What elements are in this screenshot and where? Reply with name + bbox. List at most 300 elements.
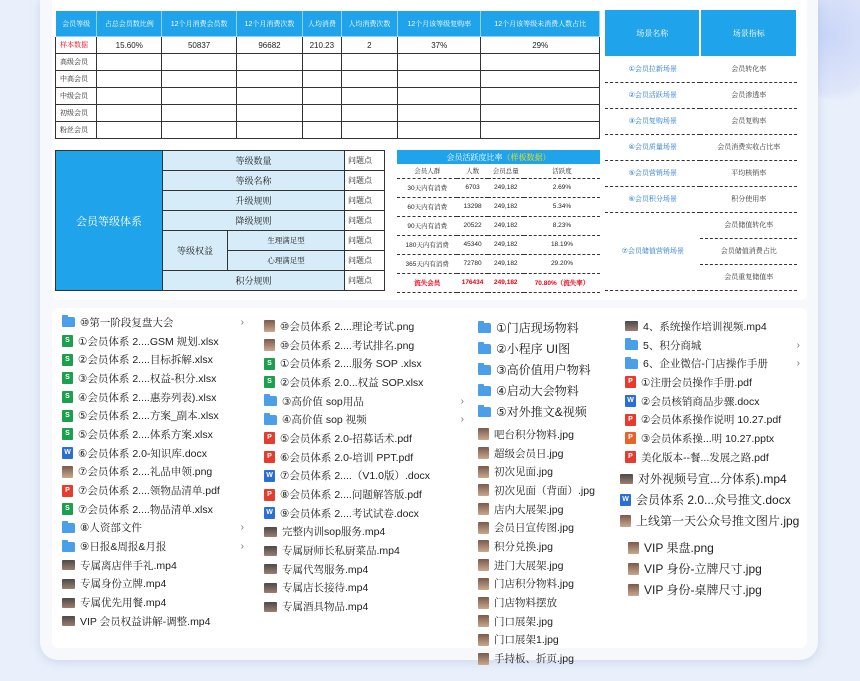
file-name: ⑨日报&周报&月报 (80, 541, 167, 554)
question-cell: 问题点 (345, 251, 385, 271)
stats-cell (302, 71, 341, 88)
file-item[interactable] (264, 410, 464, 429)
chevron-right-icon: › (460, 414, 464, 426)
file-name: ②会员体系 2.0...权益 SOP.xlsx (280, 376, 424, 389)
stats-row (56, 54, 600, 71)
file-item[interactable] (62, 444, 244, 463)
file-item[interactable] (62, 556, 244, 575)
lost-cell: 70.80%（流失率） (524, 273, 600, 292)
image-file-icon (478, 503, 489, 515)
video-file-icon (620, 474, 633, 484)
file-name: 完整内训sop服务.mp4 (282, 526, 386, 539)
excel-file-icon: S (62, 372, 73, 384)
file-item[interactable] (620, 510, 805, 531)
excel-file-icon: S (62, 428, 73, 440)
activity-row (397, 178, 600, 197)
file-item[interactable] (264, 597, 464, 616)
file-item[interactable] (264, 448, 464, 467)
image-file-icon (478, 484, 489, 496)
file-name: ⑤会员体系 2.0-招募话术.pdf (280, 432, 412, 445)
file-item[interactable] (264, 560, 464, 579)
activity-header: 会员人群 (397, 164, 457, 178)
file-item[interactable] (478, 462, 628, 481)
stats-cell: 15.60% (97, 37, 162, 54)
file-item[interactable] (62, 481, 244, 500)
stats-header-7: 12个月该等级未消费人数占比 (481, 11, 600, 37)
stats-cell: 50837 (162, 37, 237, 54)
image-file-icon (264, 339, 275, 351)
activity-cell: 249,182 (488, 254, 524, 273)
excel-file-icon: S (62, 335, 73, 347)
file-item[interactable] (625, 410, 800, 429)
file-item[interactable] (625, 373, 800, 392)
stats-cell (397, 88, 480, 105)
file-item[interactable] (62, 425, 244, 444)
word-file-icon: W (264, 507, 275, 519)
file-name: ⑥会员体系 2.0-培训 PPT.pdf (280, 451, 414, 464)
image-file-icon (620, 515, 631, 527)
image-file-icon (628, 542, 639, 554)
file-item[interactable] (478, 317, 628, 338)
file-name: ②会员体系 2....目标拆解.xlsx (78, 354, 213, 367)
stats-cell (341, 122, 397, 139)
file-name: ⑦会员体系 2....领物品清单.pdf (78, 485, 220, 498)
activity-cell: 72780 (457, 254, 487, 273)
file-item[interactable] (478, 631, 628, 650)
file-name: VIP 身份-桌牌尺寸.jpg (644, 583, 762, 597)
chevron-right-icon: › (796, 358, 800, 370)
scene-name: ①会员拉新场景 (605, 56, 700, 82)
file-item[interactable] (62, 369, 244, 388)
activity-cell: 5.34% (524, 197, 600, 216)
chevron-right-icon: › (460, 395, 464, 407)
file-item[interactable] (478, 425, 628, 444)
file-name: ⑦会员体系 2....（V1.0版）.docx (280, 470, 431, 483)
folder-icon (62, 317, 75, 327)
file-column-1 (62, 313, 244, 631)
file-item[interactable] (62, 350, 244, 369)
file-item[interactable] (625, 392, 800, 411)
scene-row (605, 212, 797, 238)
stats-cell (481, 88, 600, 105)
stats-cell (481, 105, 600, 122)
stats-header-4: 人均消费 (302, 11, 341, 37)
video-file-icon (625, 321, 638, 331)
activity-cell: 249,182 (488, 235, 524, 254)
file-item[interactable] (62, 593, 244, 612)
image-file-icon (478, 653, 489, 665)
file-name: ⑧人资部文件 (80, 522, 142, 535)
member-level-stats-table (55, 10, 600, 139)
stats-cell: 样本数据 (56, 37, 97, 54)
scene-name: ⑥会员积分场景 (605, 186, 700, 212)
file-name: ③会员体系操...明 10.27.pptx (641, 432, 775, 445)
file-item[interactable] (478, 500, 628, 519)
stats-row (56, 88, 600, 105)
folder-icon (264, 415, 277, 425)
file-name: ⑨会员体系 2....考试试卷.docx (280, 507, 419, 520)
excel-file-icon: S (62, 410, 73, 422)
file-column-4-vip (628, 537, 798, 600)
file-name: ②小程序 UI图 (496, 342, 571, 356)
points-rule-cell: 积分规则 (163, 271, 345, 291)
file-name: 超级会员日.jpg (494, 447, 564, 460)
activity-header: 人数 (457, 164, 487, 178)
file-item[interactable] (478, 444, 628, 463)
file-item[interactable] (625, 336, 800, 355)
stats-cell (236, 105, 302, 122)
file-item[interactable] (628, 558, 798, 579)
file-item[interactable] (625, 429, 800, 448)
stats-cell (97, 54, 162, 71)
lost-members-row (397, 273, 600, 292)
lost-cell: 249,182 (488, 273, 524, 292)
folder-icon (625, 359, 638, 369)
file-column-4 (625, 317, 800, 467)
file-item[interactable] (625, 317, 800, 336)
excel-file-icon: S (264, 376, 275, 388)
scene-metrics-table (605, 10, 798, 291)
video-file-icon (62, 616, 75, 626)
file-name: 会员体系 2.0...众号推文.docx (636, 493, 791, 507)
activity-cell: 180天内有消费 (397, 235, 457, 254)
file-column-3-images (478, 425, 628, 668)
stats-cell: 粉丝会员 (56, 122, 97, 139)
file-name: 专属身份立牌.mp4 (80, 578, 167, 591)
file-name: ①会员体系 2....GSM 规划.xlsx (78, 335, 219, 348)
stats-cell: 2 (341, 37, 397, 54)
activity-cell: 60天内有消费 (397, 197, 457, 216)
physical-rights-cell: 生理满足型 (228, 231, 345, 251)
pdf-file-icon: P (625, 451, 636, 463)
scene-metric: 会员储值消费占比 (700, 238, 797, 264)
excel-file-icon: S (62, 391, 73, 403)
question-cell: 问题点 (345, 191, 385, 211)
file-item[interactable] (62, 388, 244, 407)
scene-metric: 会员重复储值率 (700, 264, 797, 290)
upgrade-rule-cell: 升级规则 (163, 191, 345, 211)
file-name: ⑤会员体系 2....方案_副本.xlsx (78, 410, 219, 423)
video-file-icon (62, 560, 75, 570)
folder-icon (62, 542, 75, 552)
chevron-right-icon: › (796, 339, 800, 351)
scene-metric: 会员消费实收占比率 (700, 134, 797, 160)
folder-icon (478, 407, 491, 417)
folder-icon (62, 523, 75, 533)
file-item[interactable] (478, 481, 628, 500)
file-item[interactable] (628, 537, 798, 558)
video-file-icon (264, 527, 277, 537)
stats-cell: 29% (481, 37, 600, 54)
image-file-icon (478, 578, 489, 590)
file-column-3-folders (478, 317, 628, 422)
stats-cell (481, 54, 600, 71)
file-name: 专属离店伴手礼.mp4 (80, 559, 177, 572)
stats-cell (162, 122, 237, 139)
activity-header: 会员总量 (488, 164, 524, 178)
file-item[interactable] (62, 313, 244, 332)
lost-cell: 流失会员 (397, 273, 457, 292)
downgrade-rule-cell: 降级规则 (163, 211, 345, 231)
pdf-file-icon: P (264, 432, 275, 444)
file-name: 手持板、折页.jpg (494, 653, 574, 666)
file-item[interactable] (478, 380, 628, 401)
file-item[interactable] (264, 317, 464, 336)
file-name: VIP 会员权益讲解-调整.mp4 (80, 615, 211, 628)
level-system-title: 会员等级体系 (56, 151, 163, 291)
activity-cell: 249,182 (488, 216, 524, 235)
file-name: ⑩第一阶段复盘大会 (80, 316, 174, 329)
file-item[interactable] (264, 579, 464, 598)
file-item[interactable] (478, 612, 628, 631)
file-item[interactable] (478, 649, 628, 668)
image-file-icon (264, 320, 275, 332)
file-name: 初次见面（背面）.jpg (494, 484, 595, 497)
stats-cell (341, 54, 397, 71)
image-file-icon (478, 522, 489, 534)
stats-cell (236, 71, 302, 88)
scene-metric: 积分使用率 (700, 186, 797, 212)
file-name: ⑦会员体系 2....物品清单.xlsx (78, 503, 213, 516)
file-name: ③高价值用户物料 (496, 363, 591, 377)
scene-name-header: 场景名称 (605, 10, 700, 56)
file-item[interactable] (62, 537, 244, 556)
image-file-icon (478, 466, 489, 478)
file-name: ①注册会员操作手册.pdf (641, 376, 752, 389)
file-item[interactable] (62, 500, 244, 519)
stats-cell: 中高会员 (56, 71, 97, 88)
activity-cell: 249,182 (488, 197, 524, 216)
file-item[interactable] (625, 448, 800, 467)
stats-cell (397, 54, 480, 71)
word-file-icon: W (625, 395, 636, 407)
video-file-icon (62, 598, 75, 608)
file-name: 专属店长接待.mp4 (282, 582, 369, 595)
scene-name: ⑦会员储值营销场景 (605, 212, 700, 290)
file-item[interactable] (625, 354, 800, 373)
file-item[interactable] (62, 519, 244, 538)
stats-header-2: 12个月消费会员数 (162, 11, 237, 37)
scene-metric-header: 场景指标 (700, 10, 797, 56)
stats-cell (236, 88, 302, 105)
file-name: ③高价值 sop用品 (282, 395, 364, 408)
image-file-icon (478, 540, 489, 552)
file-name: ⑩会员体系 2....考试排名.png (280, 339, 415, 352)
activity-row (397, 197, 600, 216)
file-item[interactable] (478, 575, 628, 594)
stats-header-5: 人均消费次数 (341, 11, 397, 37)
file-item[interactable] (620, 468, 805, 489)
pdf-file-icon: P (625, 376, 636, 388)
file-name: 美化版本--餐...发展之路.pdf (641, 451, 769, 464)
excel-file-icon: S (264, 358, 275, 370)
lost-cell: 176434 (457, 273, 487, 292)
activity-cell: 20522 (457, 216, 487, 235)
file-name: 进门大展架.jpg (494, 559, 564, 572)
chevron-right-icon: › (240, 522, 244, 534)
file-item[interactable] (264, 429, 464, 448)
file-name: 积分兑换.jpg (494, 540, 553, 553)
scene-name: ③会员复购场景 (605, 108, 700, 134)
file-item[interactable] (264, 504, 464, 523)
file-item[interactable] (62, 332, 244, 351)
activity-cell: 45340 (457, 235, 487, 254)
stats-cell (397, 71, 480, 88)
activity-row (397, 254, 600, 273)
scene-name: ④会员质量场景 (605, 134, 700, 160)
stats-cell (97, 105, 162, 122)
scene-metric: 会员渗透率 (700, 82, 797, 108)
member-activity-table (397, 150, 600, 293)
pdf-file-icon: P (264, 489, 275, 501)
stats-cell (397, 105, 480, 122)
folder-icon (264, 396, 277, 406)
stats-cell (341, 105, 397, 122)
file-item[interactable] (478, 359, 628, 380)
file-column-4-media (620, 468, 805, 531)
image-file-icon (478, 615, 489, 627)
file-name: 店内大展架.jpg (494, 503, 564, 516)
question-cell: 问题点 (345, 231, 385, 251)
scene-metric: 会员储值转化率 (700, 212, 797, 238)
file-item[interactable] (478, 593, 628, 612)
scene-row (605, 108, 797, 134)
file-name: 6、企业微信-门店操作手册 (643, 358, 768, 371)
file-item[interactable] (264, 485, 464, 504)
file-item[interactable] (62, 406, 244, 425)
stats-row (56, 71, 600, 88)
file-item[interactable] (62, 612, 244, 631)
file-name: 门店物料摆放 (494, 597, 557, 610)
file-item[interactable] (628, 579, 798, 600)
file-item[interactable] (264, 354, 464, 373)
question-cell: 问题点 (345, 151, 385, 171)
file-name: 专属酒具物品.mp4 (282, 601, 369, 614)
file-item[interactable] (264, 336, 464, 355)
stats-cell: 中级会员 (56, 88, 97, 105)
image-file-icon (628, 584, 639, 596)
scene-row (605, 186, 797, 212)
file-item[interactable] (478, 338, 628, 359)
file-name: ④启动大会物料 (496, 384, 579, 398)
activity-row (397, 216, 600, 235)
file-name: 会员日宣传图.jpg (494, 522, 574, 535)
file-name: 专属厨师长私厨菜品.mp4 (282, 545, 400, 558)
video-file-icon (62, 579, 75, 589)
stats-cell (481, 122, 600, 139)
stats-header-1: 占总会员数比例 (97, 11, 162, 37)
activity-cell: 90天内有消费 (397, 216, 457, 235)
video-file-icon (264, 602, 277, 612)
file-name: VIP 果盘.png (644, 541, 714, 555)
activity-cell: 249,182 (488, 178, 524, 197)
file-item[interactable] (264, 467, 464, 486)
activity-cell: 2.69% (524, 178, 600, 197)
video-file-icon (264, 583, 277, 593)
file-name: ⑧会员体系 2....问题解答版.pdf (280, 489, 422, 502)
file-item[interactable] (62, 463, 244, 482)
file-name: ④高价值 sop 视频 (282, 414, 367, 427)
file-name: 4、系统操作培训视频.mp4 (643, 320, 767, 333)
file-item[interactable] (478, 518, 628, 537)
file-name: ②会员核销商品步骤.docx (641, 395, 760, 408)
file-name: VIP 身份-立牌尺寸.jpg (644, 562, 762, 576)
file-item[interactable] (264, 373, 464, 392)
file-name: 专属代驾服务.mp4 (282, 563, 369, 576)
stats-row (56, 37, 600, 54)
file-name: ⑤对外推文&视频 (496, 405, 587, 419)
level-system-table (55, 150, 385, 291)
file-name: 专属优先用餐.mp4 (80, 597, 167, 610)
stats-row (56, 122, 600, 139)
stats-cell (97, 122, 162, 139)
file-name: ③会员体系 2....权益-积分.xlsx (78, 372, 217, 385)
scene-name: ②会员活跃场景 (605, 82, 700, 108)
scene-metric: 会员复购率 (700, 108, 797, 134)
file-item[interactable] (478, 556, 628, 575)
activity-cell: 18.19% (524, 235, 600, 254)
file-name: 上线第一天公众号推文图片.jpg (636, 514, 800, 528)
folder-icon (625, 340, 638, 350)
stats-cell: 210.23 (302, 37, 341, 54)
activity-cell: 30天内有消费 (397, 178, 457, 197)
stats-cell (302, 88, 341, 105)
activity-cell: 8.23% (524, 216, 600, 235)
image-file-icon (478, 428, 489, 440)
file-name: ⑥会员体系 2.0-知识库.docx (78, 447, 208, 460)
file-item[interactable] (620, 489, 805, 510)
chevron-right-icon: › (240, 541, 244, 553)
stats-cell (236, 54, 302, 71)
pdf-file-icon: P (625, 414, 636, 426)
file-item[interactable] (264, 541, 464, 560)
file-name: 门店积分物料.jpg (494, 578, 574, 591)
stats-cell (302, 54, 341, 71)
activity-cell: 13298 (457, 197, 487, 216)
stats-cell: 96682 (236, 37, 302, 54)
file-item[interactable] (478, 537, 628, 556)
scene-row (605, 56, 797, 82)
stats-cell (97, 71, 162, 88)
stats-cell (341, 88, 397, 105)
mental-rights-cell: 心理满足型 (228, 251, 345, 271)
activity-cell: 6703 (457, 178, 487, 197)
file-name: 对外视频号宣...分体系).mp4 (638, 472, 787, 486)
file-column-2 (264, 317, 464, 616)
file-item[interactable] (478, 401, 628, 422)
file-name: ⑤会员体系 2....体系方案.xlsx (78, 428, 213, 441)
stats-cell (397, 122, 480, 139)
activity-row (397, 235, 600, 254)
level-name-cell: 等级名称 (163, 171, 345, 191)
stats-cell (236, 122, 302, 139)
stats-row (56, 105, 600, 122)
file-item[interactable] (62, 575, 244, 594)
file-item[interactable] (264, 523, 464, 542)
file-name: ⑦会员体系 2....礼品申领.png (78, 466, 213, 479)
activity-header: 活跃度 (524, 164, 600, 178)
pdf-file-icon: P (264, 451, 275, 463)
file-name: 5、积分商城 (643, 339, 702, 352)
activity-cell: 29.20% (524, 254, 600, 273)
folder-icon (478, 323, 491, 333)
stats-cell: 高级会员 (56, 54, 97, 71)
stats-cell (162, 88, 237, 105)
file-item[interactable] (264, 392, 464, 411)
word-file-icon: W (620, 494, 631, 506)
folder-icon (478, 386, 491, 396)
stats-header-3: 12个月消费次数 (236, 11, 302, 37)
